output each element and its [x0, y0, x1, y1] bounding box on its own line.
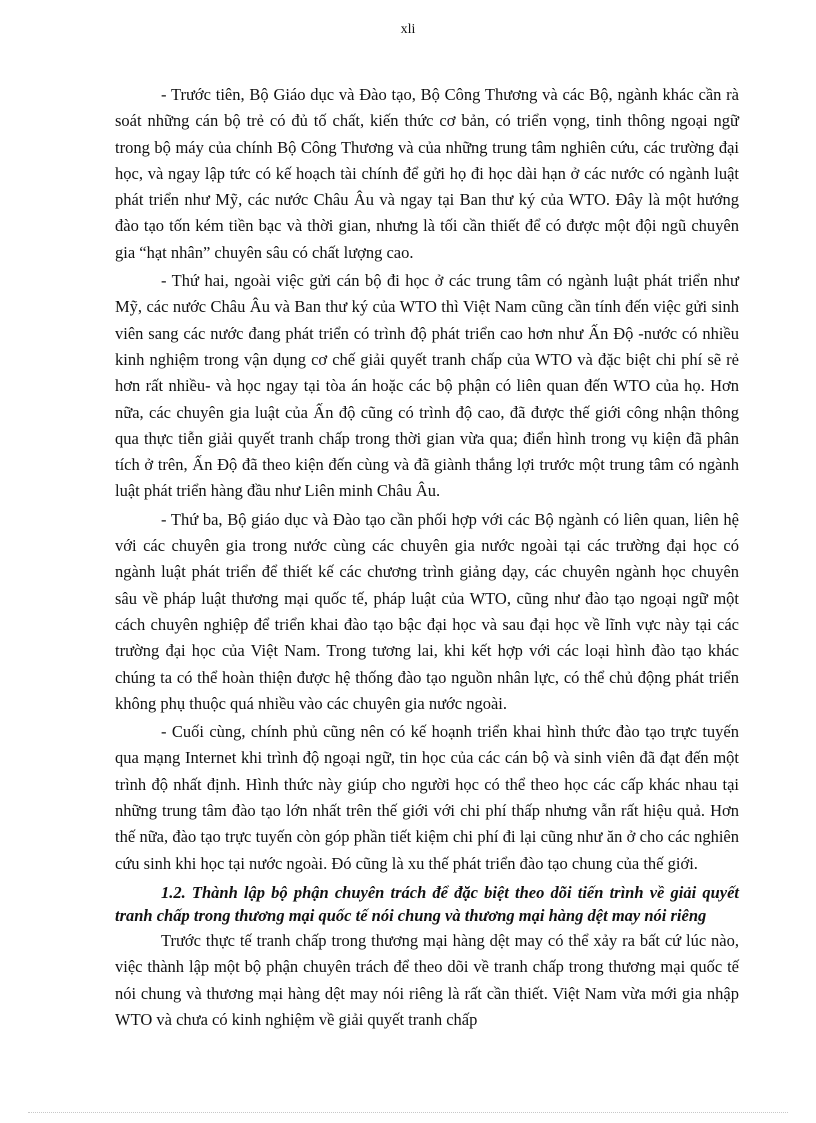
page-bottom-divider — [28, 1112, 788, 1113]
paragraph-online-training: - Cuối cùng, chính phủ cũng nên có kế hoạnh triển khai hình thức đào tạo trực tuyến qua mạng Internet khi trình độ ngoại ngữ, tin học của các cán bộ và sinh viên đã đạt đến một trình độ nhất định. Hình thức này giúp cho người học có thể theo học các cấp khác nhau tại những trung tâm đào tạo lớn nhất trên thế giới với chi phí thấp nhưng vẫn rất hiệu quả. Hơn thế nữa, đào tạo trực tuyến còn góp phần tiết kiệm chi phí đi lại cũng như ăn ở cho các nghiên cứu sinh khi học tại nước ngoài. Đó cũng là xu thế phát triển đào tạo chung của thế giới. — [115, 722, 739, 873]
paragraph-domestic-programs: - Thứ ba, Bộ giáo dục và Đào tạo cần phối hợp với các Bộ ngành có liên quan, liên hệ với các chuyên gia trong nước cùng các chuyên gia nước ngoài tại các trường đại học có ngành luật phát triển để thiết kế các chương trình giảng dạy, các chuyên ngành học chuyên sâu về pháp luật thương mại quốc tế, pháp luật của WTO, cũng như đào tạo ngoại ngữ một cách chuyên nghiệp để triển khai đào tạo bậc đại học và sau đại học về lĩnh vực này tại các trường đại học của Việt Nam. Trong tương lai, khi kết hợp với các loại hình đào tạo khác chúng ta có thể hoàn thiện được hệ thống đào tạo nguồn nhân lực, có thể chủ động phát triển không phụ thuộc quá nhiều vào các chuyên gia nước ngoài. — [115, 509, 739, 713]
paragraph-developing-countries: - Thứ hai, ngoài việc gửi cán bộ đi học ở các trung tâm có ngành luật phát triển như Mỹ, các nước Châu Âu và Ban thư ký của WTO thì Việt Nam cũng cần tính đến việc gửi sinh viên sang các nước đang phát triển có trình độ phát triển cao hơn như Ấn Độ -nước có nhiều kinh nghiệm trong vận dụng cơ chế giải quyết tranh chấp của WTO và đặc biệt chi phí sẽ rẻ hơn rất nhiều- và học ngay tại tòa án hoặc các bộ phận có liên quan đến WTO của họ. Hơn nữa, các chuyên gia luật của Ấn độ cũng có trình độ cao, đã được thế giới công nhận thông qua thực tiễn giải quyết tranh chấp trong thời gian vừa qua; điển hình trong vụ kiện đã phân tích ở trên, Ấn Độ đã theo kiện đến cùng và đã giành thắng lợi trước một trung tâm có ngành luật phát triển hàng đầu như Liên minh Châu Âu. — [115, 271, 739, 501]
section-body-paragraph: Trước thực tế tranh chấp trong thương mại hàng dệt may có thể xảy ra bất cứ lúc nào, việc thành lập một bộ phận chuyên trách để theo dõi về tranh chấp trong thương mại quốc tế nói chung và thương mại hàng dệt may nói riêng là rất cần thiết. Việt Nam vừa mới gia nhập WTO và chưa có kinh nghiệm về giải quyết tranh chấp — [115, 930, 739, 1029]
page-number: xli — [400, 22, 416, 37]
paragraph-training-abroad: - Trước tiên, Bộ Giáo dục và Đào tạo, Bộ Công Thương và các Bộ, ngành khác cần rà soát những cán bộ trẻ có đủ tố chất, kiến thức cơ bản, có triển vọng, tinh thông ngoại ngữ trong bộ máy của chính Bộ Công Thương và của những trung tâm nghiên cứu, các trường đại học, và ngay lập tức có kế hoạch tài chính để gửi họ đi học dài hạn ở các nước có ngành luật phát triển như Mỹ, các nước Châu Âu và ngay tại Ban thư ký của WTO. Đây là một hướng đào tạo tốn kém tiền bạc và thời gian, nhưng là tối cần thiết để có được một đội ngũ chuyên gia “hạt nhân” chuyên sâu có chất lượng cao. — [115, 85, 739, 262]
section-heading: 1.2. Thành lập bộ phận chuyên trách để đặc biệt theo dõi tiến trình về giải quyết tranh chấp trong thương mại quốc tế nói chung và thương mại hàng dệt may nói riêng — [115, 882, 739, 926]
document-body — [115, 82, 739, 1033]
